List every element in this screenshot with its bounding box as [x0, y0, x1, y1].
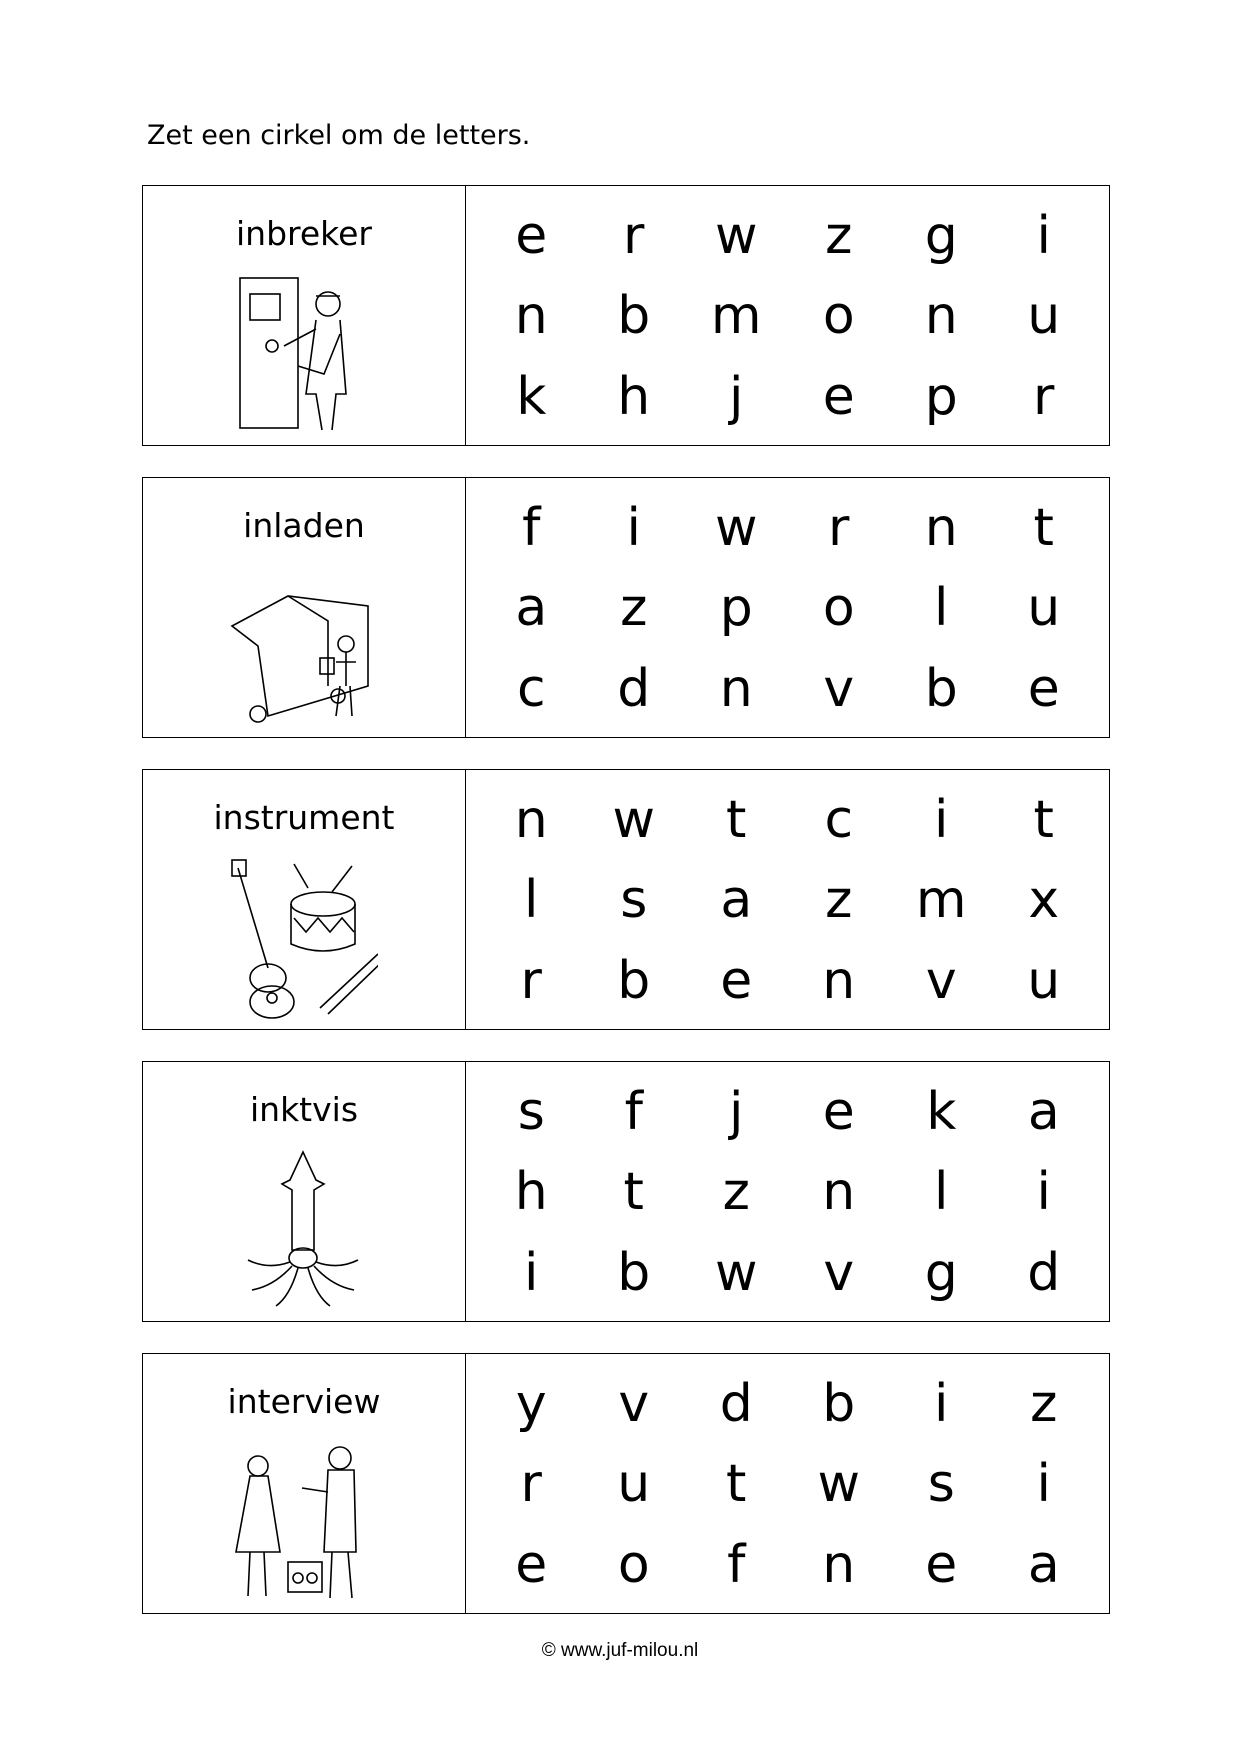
- letter-cell[interactable]: l: [934, 1162, 949, 1223]
- exercise-block-inktvis: [142, 1061, 1110, 1322]
- letter-grid: [466, 770, 1109, 1029]
- letter-grid: [466, 1062, 1109, 1321]
- letter-cell[interactable]: r: [828, 498, 850, 559]
- word-cell: [143, 186, 466, 445]
- letter-cell[interactable]: e: [925, 1534, 958, 1595]
- letter-cell[interactable]: a: [1027, 1082, 1060, 1143]
- exercise-block-inbreker: [142, 185, 1110, 446]
- letter-cell[interactable]: i: [524, 1242, 539, 1303]
- letter-cell[interactable]: z: [620, 578, 648, 639]
- letter-cell[interactable]: u: [1027, 950, 1061, 1011]
- letter-cell[interactable]: e: [515, 1534, 548, 1595]
- letter-cell[interactable]: u: [1027, 578, 1061, 639]
- letter-cell[interactable]: t: [1033, 498, 1054, 559]
- letter-cell[interactable]: r: [623, 206, 645, 267]
- letter-cell[interactable]: z: [722, 1162, 750, 1223]
- letter-cell[interactable]: a: [720, 870, 753, 931]
- letter-cell[interactable]: t: [1033, 790, 1054, 851]
- letter-cell[interactable]: n: [514, 790, 548, 851]
- word-cell: [143, 478, 466, 737]
- letter-cell[interactable]: n: [822, 950, 856, 1011]
- letter-cell[interactable]: i: [626, 498, 641, 559]
- letter-cell[interactable]: s: [517, 1082, 545, 1143]
- letter-cell[interactable]: g: [924, 206, 958, 267]
- exercise-block-instrument: [142, 769, 1110, 1030]
- letter-cell[interactable]: v: [823, 1242, 855, 1303]
- letter-cell[interactable]: u: [617, 1454, 651, 1515]
- letter-grid: [466, 478, 1109, 737]
- letter-cell[interactable]: i: [1036, 1454, 1051, 1515]
- letter-cell[interactable]: c: [824, 790, 854, 851]
- target-word: interview: [227, 1382, 381, 1421]
- letter-cell[interactable]: e: [720, 950, 753, 1011]
- letter-cell[interactable]: n: [924, 286, 958, 347]
- letter-cell[interactable]: a: [1027, 1534, 1060, 1595]
- word-cell: [143, 1062, 466, 1321]
- letter-cell[interactable]: k: [516, 366, 547, 427]
- letter-cell[interactable]: k: [926, 1082, 957, 1143]
- letter-cell[interactable]: z: [1030, 1374, 1058, 1435]
- letter-cell[interactable]: v: [618, 1374, 650, 1435]
- letter-cell[interactable]: x: [1028, 870, 1060, 931]
- letter-cell[interactable]: t: [623, 1162, 644, 1223]
- letter-cell[interactable]: e: [822, 1082, 855, 1143]
- letter-cell[interactable]: c: [516, 658, 546, 719]
- letter-cell[interactable]: w: [714, 1242, 758, 1303]
- letter-cell[interactable]: r: [520, 1454, 542, 1515]
- letter-cell[interactable]: f: [522, 498, 541, 559]
- letter-cell[interactable]: f: [727, 1534, 746, 1595]
- letter-cell[interactable]: r: [1033, 366, 1055, 427]
- letter-cell[interactable]: w: [714, 206, 758, 267]
- loading-truck-icon: [228, 566, 378, 728]
- letter-cell[interactable]: a: [515, 578, 548, 639]
- letter-cell[interactable]: i: [1036, 206, 1051, 267]
- letter-cell[interactable]: v: [925, 950, 957, 1011]
- letter-cell[interactable]: d: [617, 658, 651, 719]
- letter-cell[interactable]: t: [726, 790, 747, 851]
- target-word: inktvis: [249, 1090, 359, 1129]
- letter-cell[interactable]: p: [719, 578, 753, 639]
- letter-cell[interactable]: b: [822, 1374, 856, 1435]
- letter-cell[interactable]: s: [620, 870, 648, 931]
- letter-cell[interactable]: z: [825, 870, 853, 931]
- letter-cell[interactable]: e: [515, 206, 548, 267]
- letter-cell[interactable]: n: [719, 658, 753, 719]
- letter-cell[interactable]: n: [822, 1162, 856, 1223]
- letter-cell[interactable]: n: [822, 1534, 856, 1595]
- letter-cell[interactable]: v: [823, 658, 855, 719]
- interview-people-icon: [228, 1442, 378, 1604]
- letter-cell[interactable]: b: [617, 1242, 651, 1303]
- word-cell: [143, 1354, 466, 1613]
- letter-cell[interactable]: r: [520, 950, 542, 1011]
- target-word: instrument: [213, 798, 395, 837]
- letter-cell[interactable]: m: [710, 286, 762, 347]
- letter-cell[interactable]: o: [822, 578, 855, 639]
- letter-cell[interactable]: n: [514, 286, 548, 347]
- letter-cell[interactable]: o: [822, 286, 855, 347]
- letter-cell[interactable]: i: [1036, 1162, 1051, 1223]
- letter-cell[interactable]: m: [915, 870, 967, 931]
- letter-cell[interactable]: i: [934, 1374, 949, 1435]
- letter-cell[interactable]: n: [924, 498, 958, 559]
- letter-cell[interactable]: u: [1027, 286, 1061, 347]
- letter-cell[interactable]: e: [1027, 658, 1060, 719]
- squid-icon: [228, 1150, 378, 1312]
- letter-cell[interactable]: d: [719, 1374, 753, 1435]
- instruction-text: Zet een cirkel om de letters.: [147, 120, 531, 151]
- letter-cell[interactable]: h: [514, 1162, 548, 1223]
- letter-cell[interactable]: w: [612, 790, 656, 851]
- letter-cell[interactable]: w: [714, 498, 758, 559]
- letter-cell[interactable]: t: [726, 1454, 747, 1515]
- letter-cell[interactable]: y: [515, 1374, 547, 1435]
- target-word: inbreker: [236, 214, 372, 253]
- word-cell: [143, 770, 466, 1029]
- letter-cell[interactable]: s: [927, 1454, 955, 1515]
- letter-grid: [466, 1354, 1109, 1613]
- letter-cell[interactable]: i: [934, 790, 949, 851]
- burglar-at-door-icon: [228, 274, 378, 436]
- letter-cell[interactable]: d: [1027, 1242, 1061, 1303]
- letter-grid: [466, 186, 1109, 445]
- letter-cell[interactable]: e: [822, 366, 855, 427]
- letter-cell[interactable]: w: [817, 1454, 861, 1515]
- letter-cell[interactable]: o: [617, 1534, 650, 1595]
- letter-cell[interactable]: j: [729, 1082, 744, 1143]
- target-word: inladen: [243, 506, 365, 545]
- instruments-icon: [228, 858, 378, 1020]
- letter-cell[interactable]: z: [825, 206, 853, 267]
- letter-cell[interactable]: l: [524, 870, 539, 931]
- letter-cell[interactable]: b: [924, 658, 958, 719]
- letter-cell[interactable]: f: [624, 1082, 643, 1143]
- letter-cell[interactable]: h: [617, 366, 651, 427]
- exercise-block-inladen: [142, 477, 1110, 738]
- letter-cell[interactable]: b: [617, 286, 651, 347]
- letter-cell[interactable]: b: [617, 950, 651, 1011]
- letter-cell[interactable]: g: [924, 1242, 958, 1303]
- letter-cell[interactable]: j: [729, 366, 744, 427]
- letter-cell[interactable]: l: [934, 578, 949, 639]
- letter-cell[interactable]: p: [924, 366, 958, 427]
- exercise-block-interview: [142, 1353, 1110, 1614]
- copyright-footer: © www.juf-milou.nl: [541, 1640, 699, 1661]
